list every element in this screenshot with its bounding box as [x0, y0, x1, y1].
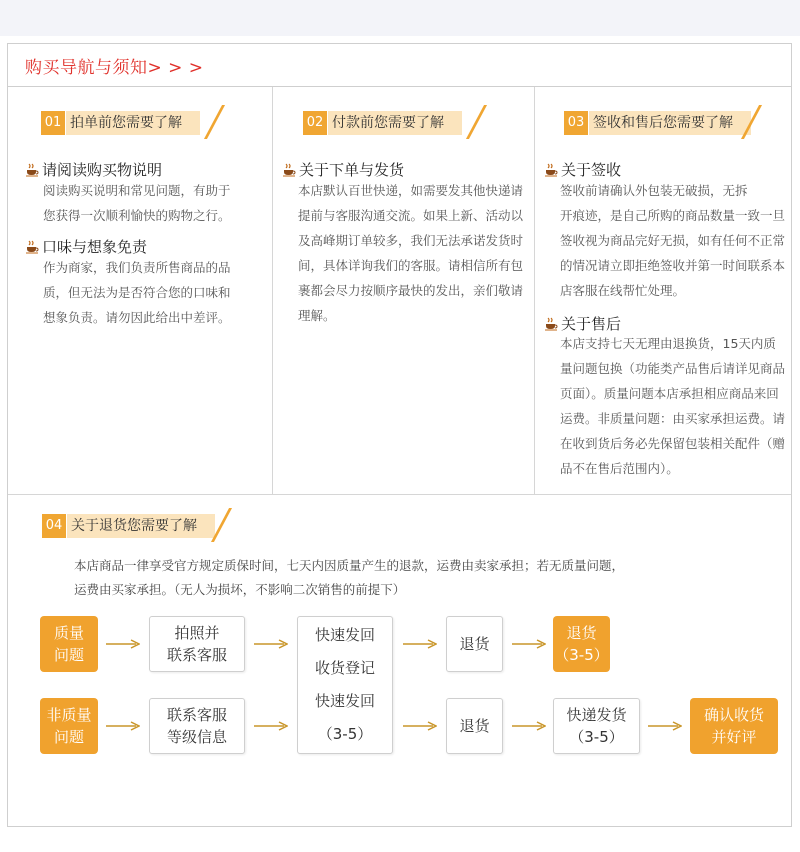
box-line: 收货登记 — [314, 659, 375, 677]
box-line: 退货 — [566, 624, 597, 642]
box-line: 快速发回 — [314, 692, 375, 710]
contact-register-box — [149, 698, 245, 754]
arrow-right-icon — [106, 639, 140, 649]
box-line: 问题 — [53, 728, 84, 746]
refund-box — [553, 616, 610, 672]
box-line: 快递发货 — [566, 706, 627, 724]
section-divider — [8, 494, 791, 495]
express-ship-box — [553, 698, 640, 754]
heading-text: 关于签收 — [561, 161, 622, 179]
box-line: 联系客服 — [166, 706, 227, 724]
text-line: 裹都会尽力按顺序最快的发出，亲们敬请 — [298, 283, 524, 298]
text-line: 在收到货后务必先保留包装相关配件（赠 — [560, 436, 786, 451]
box-line: （3-5） — [317, 725, 373, 743]
box-line: 质量 — [53, 624, 84, 642]
text-line: 品不在售后范围内）。 — [560, 461, 679, 476]
section-heading — [544, 159, 621, 180]
box-line: （3-5） — [554, 646, 609, 664]
coffee-cup-icon — [25, 163, 39, 177]
paragraph — [298, 178, 523, 328]
paragraph — [43, 178, 231, 228]
confirm-review-box — [690, 698, 778, 754]
returns-intro-line-1: 本店商品一律享受官方规定质保时间，七天内因质量产生的退款，运费由卖家承担；若无质量问题， — [74, 558, 625, 573]
arrow-right-icon — [512, 639, 546, 649]
column-divider-2 — [534, 87, 535, 494]
page-title: 购买导航与须知> > > — [25, 58, 204, 78]
return-process-box — [297, 616, 393, 754]
arrow-right-icon — [648, 721, 682, 731]
paragraph — [43, 255, 231, 330]
returns-intro-line-2: 运费由买家承担。（无人为损坏，不影响二次销售的前提下） — [74, 582, 406, 597]
text-line: 阅读购买说明和常见问题，有助于 — [43, 183, 231, 198]
text-line: 页面）。质量问题本店承担相应商品来回 — [560, 386, 779, 401]
arrow-right-icon — [254, 639, 288, 649]
text-line: 间，具体详询我们的客服。请相信所有包 — [298, 258, 524, 273]
tag-number: 03 — [564, 111, 588, 135]
arrow-right-icon — [403, 721, 437, 731]
arrow-right-icon — [403, 639, 437, 649]
column-divider-1 — [272, 87, 273, 494]
coffee-cup-icon — [282, 163, 296, 177]
title-divider — [8, 86, 791, 87]
coffee-cup-icon — [544, 317, 558, 331]
text-line: 提前与客服沟通交流。如果上新、活动以 — [298, 208, 524, 223]
return-box-1 — [446, 616, 503, 672]
section-heading — [25, 236, 147, 257]
heading-text: 口味与想象免责 — [42, 238, 148, 256]
heading-text: 请阅读购买物说明 — [42, 161, 163, 179]
box-line: 确认收货 — [703, 706, 764, 724]
text-line: 签收视为商品完好无损，如有任何不正常 — [560, 233, 786, 248]
text-line: 想象负责。请勿因此给出中差评。 — [43, 310, 231, 325]
section-heading — [282, 159, 404, 180]
box-line: 退货 — [459, 717, 490, 735]
tag-label: 签收和售后您需要了解 — [589, 111, 751, 135]
box-line: 退货 — [459, 635, 490, 653]
text-line: 店客服在线帮忙处理。 — [560, 283, 686, 298]
tag-label: 付款前您需要了解 — [328, 111, 462, 135]
tag-label: 拍单前您需要了解 — [66, 111, 200, 135]
text-line: 您获得一次顺利愉快的购物之行。 — [43, 208, 231, 223]
box-line: （3-5） — [569, 728, 624, 746]
tag-number: 04 — [42, 514, 66, 538]
box-line: 非质量 — [46, 706, 92, 724]
box-line: 等级信息 — [166, 728, 227, 746]
text-line: 签收前请确认外包装无破损，无拆 — [560, 183, 748, 198]
return-box-2 — [446, 698, 503, 754]
box-line: 拍照并 — [174, 624, 220, 642]
top-band — [0, 0, 800, 36]
heading-text: 关于下单与发货 — [299, 161, 405, 179]
paragraph — [560, 331, 785, 481]
quality-problem-box — [40, 616, 98, 672]
paragraph — [560, 178, 785, 303]
photo-contact-box — [149, 616, 245, 672]
section-heading — [25, 159, 162, 180]
box-line: 并好评 — [711, 728, 757, 746]
non-quality-problem-box — [40, 698, 98, 754]
text-line: 本店支持七天无理由退换货，15天内质 — [560, 336, 776, 351]
text-line: 作为商家，我们负责所售商品的品 — [43, 260, 231, 275]
box-line: 联系客服 — [166, 646, 227, 664]
text-line: 本店默认百世快递，如需要发其他快递请 — [298, 183, 524, 198]
arrow-right-icon — [512, 721, 546, 731]
arrow-right-icon — [106, 721, 140, 731]
text-line: 质，但无法为是否符合您的口味和 — [43, 285, 231, 300]
heading-text: 关于售后 — [561, 315, 622, 333]
text-line: 开痕迹，是自己所购的商品数量一致一旦 — [560, 208, 786, 223]
tag-label: 关于退货您需要了解 — [67, 514, 215, 538]
text-line: 运费。非质量问题：由买家承担运费。请 — [560, 411, 786, 426]
text-line: 理解。 — [298, 308, 336, 323]
box-line: 快速发回 — [314, 626, 375, 644]
box-line: 问题 — [53, 646, 84, 664]
text-line: 的情况请立即拒绝签收并第一时间联系本 — [560, 258, 786, 273]
tag-number: 02 — [303, 111, 327, 135]
text-line: 及高峰期订单较多，我们无法承诺发货时 — [298, 233, 524, 248]
coffee-cup-icon — [25, 240, 39, 254]
text-line: 量问题包换（功能类产品售后请详见商品 — [560, 361, 786, 376]
coffee-cup-icon — [544, 163, 558, 177]
tag-number: 01 — [41, 111, 65, 135]
arrow-right-icon — [254, 721, 288, 731]
